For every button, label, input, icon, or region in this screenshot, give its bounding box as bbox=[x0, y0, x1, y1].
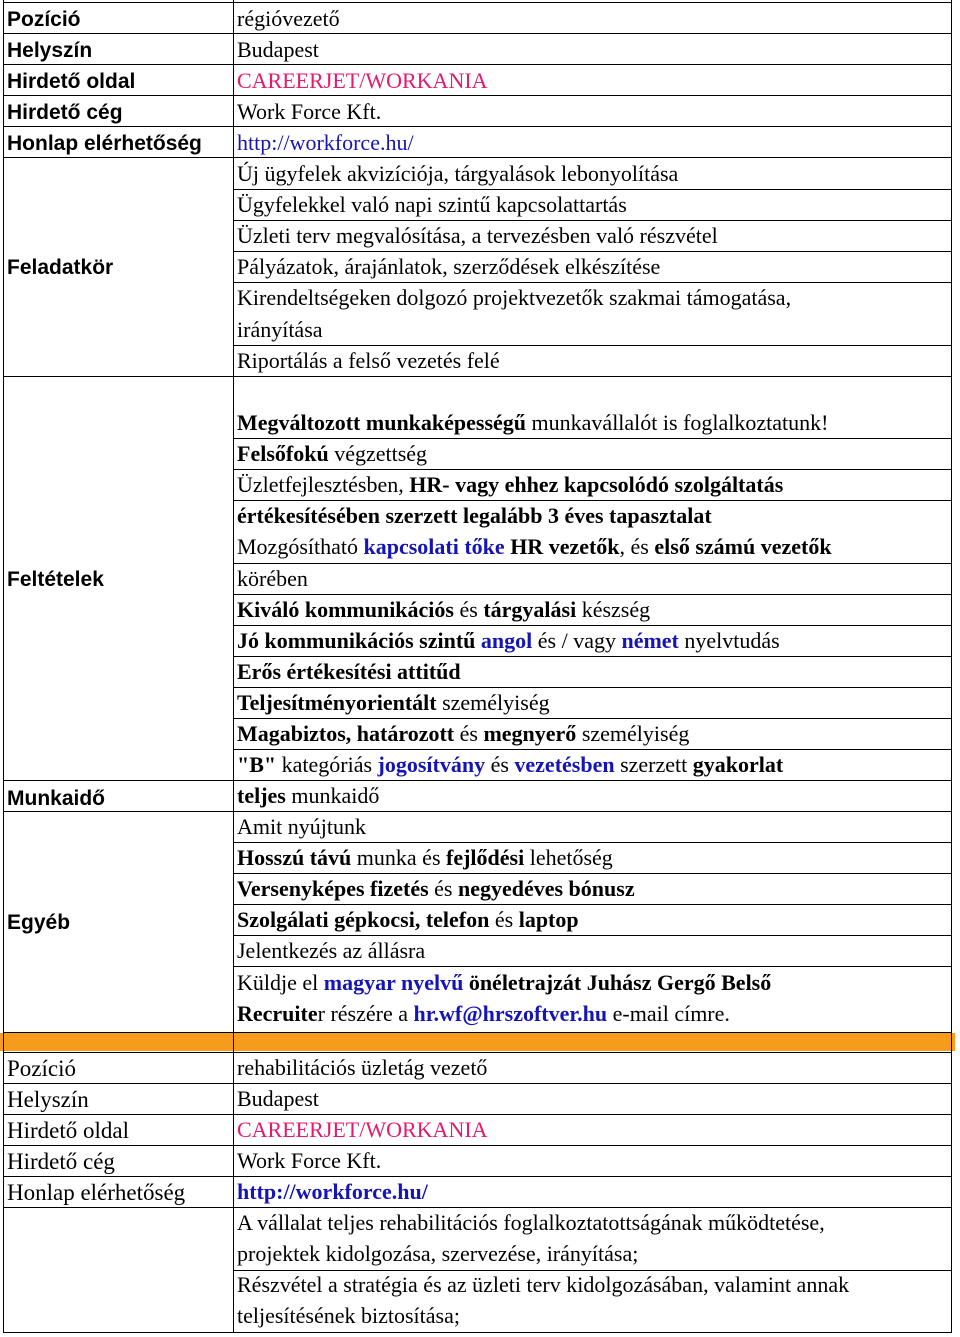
list-item bbox=[237, 718, 952, 749]
text-segment: és bbox=[489, 907, 519, 933]
grid-line bbox=[3, 126, 951, 127]
grid-line bbox=[233, 842, 951, 843]
text-segment: Kiváló kommunikációs bbox=[237, 596, 454, 622]
value-hirdeto-ceg-2: Work Force Kft. bbox=[237, 1148, 382, 1173]
grid-line bbox=[233, 1270, 951, 1271]
list-item bbox=[237, 687, 952, 718]
list-item: Részvétel a stratégia és az üzleti terv kidolgozásában, valamint annak bbox=[237, 1272, 850, 1298]
grid-line bbox=[3, 1145, 951, 1146]
text-segment: Amit nyújtunk bbox=[237, 814, 366, 839]
grid-line bbox=[233, 718, 951, 719]
text-segment: teljes bbox=[237, 783, 286, 808]
text-segment: Küldje el bbox=[237, 969, 324, 995]
grid-line bbox=[3, 2, 951, 3]
text-segment: fejlődési bbox=[446, 845, 525, 871]
list-item bbox=[237, 873, 952, 904]
grid-line bbox=[233, 873, 951, 874]
label-hirdeto-ceg: Hirdető cég bbox=[7, 101, 123, 124]
text-segment: , és bbox=[619, 534, 655, 560]
label-feltetelek: Feltételek bbox=[7, 568, 104, 591]
label-hirdeto-oldal: Hirdető oldal bbox=[7, 70, 136, 93]
text-segment: magyar nyelvű bbox=[323, 969, 464, 995]
grid-line bbox=[3, 64, 951, 65]
text-segment: Erős értékesítési attitűd bbox=[237, 658, 461, 684]
list-item bbox=[237, 500, 952, 531]
text-segment: német bbox=[621, 627, 679, 653]
text-segment: Teljesítményorientált bbox=[237, 689, 437, 715]
text-segment: készség bbox=[576, 596, 651, 622]
label-hirdeto-ceg-2: Hirdető cég bbox=[7, 1149, 115, 1174]
text-segment: Felsőfokú bbox=[237, 441, 329, 467]
text-segment: és bbox=[428, 876, 458, 902]
list-item: teljesítésének biztosítása; bbox=[237, 1303, 460, 1329]
text-segment: jogosítvány bbox=[377, 752, 486, 778]
list-item bbox=[237, 438, 952, 469]
text-segment: munka és bbox=[351, 845, 446, 871]
list-item bbox=[237, 469, 952, 500]
grid-line bbox=[3, 780, 233, 781]
grid-line bbox=[233, 904, 951, 905]
list-item: Üzleti terv megvalósítása, a tervezésben való részvétel bbox=[237, 223, 718, 249]
list-item: irányítása bbox=[237, 316, 323, 342]
value-hirdeto-oldal[interactable]: CAREERJET/WORKANIA bbox=[237, 68, 488, 93]
text-segment: tárgyalási bbox=[483, 596, 577, 622]
text-segment: Recruite bbox=[237, 1000, 318, 1026]
list-item: Ügyfelekkel való napi szintű kapcsolattartás bbox=[237, 192, 627, 218]
grid-line bbox=[233, 563, 951, 564]
text-segment: munkavállalót is foglalkoztatunk! bbox=[526, 410, 829, 435]
list-item bbox=[237, 811, 952, 842]
text-segment: vezetők bbox=[543, 534, 620, 560]
grid-line bbox=[233, 469, 951, 470]
text-segment: kapcsolati tőke bbox=[363, 534, 505, 560]
text-segment: önéletrajzát Juhász Gergő Belső bbox=[463, 969, 772, 995]
text-segment: Megváltozott munkaképességű bbox=[237, 410, 527, 435]
list-item: projektek kidolgozása, szervezése, irányítása; bbox=[237, 1241, 639, 1267]
label-egyeb: Egyéb bbox=[7, 911, 71, 934]
list-item bbox=[237, 407, 952, 438]
text-segment: nyelvtudás bbox=[678, 627, 780, 653]
value-honlap-link-2[interactable]: http://workforce.hu/ bbox=[237, 1179, 428, 1204]
grid-line bbox=[233, 220, 951, 221]
list-item: Kirendeltségeken dolgozó projektvezetők szakmai támogatása, bbox=[237, 285, 792, 311]
label-helyszin-2: Helyszín bbox=[7, 1087, 89, 1112]
text-segment: Jó kommunikációs szintű bbox=[237, 627, 481, 653]
list-item: A vállalat teljes rehabilitációs foglalkoztatottságának működtetése, bbox=[237, 1210, 825, 1235]
text-segment: körében bbox=[237, 565, 308, 591]
value-hirdeto-ceg: Work Force Kft. bbox=[237, 99, 382, 124]
list-item bbox=[237, 594, 952, 625]
list-item bbox=[237, 563, 952, 594]
grid-line bbox=[233, 282, 951, 283]
list-item bbox=[237, 780, 952, 811]
value-helyszin-2: Budapest bbox=[237, 1086, 319, 1111]
grid-line bbox=[233, 251, 951, 252]
text-segment: és bbox=[454, 721, 484, 746]
grid-line bbox=[3, 95, 951, 96]
text-segment: és bbox=[453, 596, 484, 622]
list-item bbox=[237, 656, 952, 687]
text-segment: Jelentkezés az állásra bbox=[237, 938, 426, 964]
text-segment: lehetőség bbox=[524, 845, 613, 871]
text-segment: Hosszú távú bbox=[237, 845, 352, 871]
grid-line bbox=[233, 500, 951, 501]
value-hirdeto-oldal-2[interactable]: CAREERJET/WORKANIA bbox=[237, 1117, 488, 1142]
text-segment: első számú vezetők bbox=[654, 534, 832, 560]
label-honlap: Honlap elérhetőség bbox=[7, 132, 202, 155]
list-item: Új ügyfelek akvizíciója, tárgyalások lebonyolítása bbox=[237, 161, 679, 186]
grid-line bbox=[3, 811, 951, 812]
text-segment: kategóriás bbox=[276, 752, 378, 778]
list-item: Pályázatok, árajánlatok, szerződések elkészítése bbox=[237, 254, 661, 280]
grid-line bbox=[3, 1207, 951, 1208]
grid-line bbox=[951, 0, 952, 1333]
text-segment: személyiség bbox=[436, 689, 550, 715]
label-pozicio-2: Pozíció bbox=[7, 1056, 76, 1081]
grid-line bbox=[3, 376, 951, 377]
text-segment: munkaidő bbox=[285, 783, 380, 808]
text-segment: e-mail címre. bbox=[607, 1000, 730, 1026]
grid-line bbox=[233, 594, 951, 595]
list-item bbox=[237, 967, 952, 998]
grid-line bbox=[233, 438, 951, 439]
text-segment: Magabiztos, határozott bbox=[237, 721, 455, 746]
text-segment: laptop bbox=[518, 907, 579, 933]
list-item bbox=[237, 935, 952, 966]
grid-line bbox=[233, 189, 951, 190]
list-item bbox=[237, 625, 952, 656]
grid-line bbox=[3, 1083, 951, 1084]
text-segment: személyiség bbox=[576, 721, 690, 746]
label-munkaido: Munkaidő bbox=[7, 787, 105, 810]
text-segment: Szolgálati gépkocsi, telefon bbox=[237, 907, 490, 933]
grid-line bbox=[233, 687, 951, 688]
value-honlap-link[interactable]: http://workforce.hu/ bbox=[237, 130, 414, 155]
grid-line bbox=[233, 966, 951, 967]
grid-line bbox=[3, 1032, 951, 1033]
section-divider bbox=[0, 1033, 955, 1051]
text-segment: és bbox=[485, 752, 515, 778]
list-item: Riportálás a felső vezetés felé bbox=[237, 347, 500, 373]
label-feladatkor: Feladatkör bbox=[7, 256, 114, 279]
grid-line bbox=[3, 157, 951, 158]
label-pozicio: Pozíció bbox=[7, 8, 81, 31]
text-segment: HR bbox=[510, 534, 544, 560]
text-segment: hr.wf@hrszoftver.hu bbox=[413, 1000, 608, 1026]
text-segment: Versenyképes fizetés bbox=[237, 876, 429, 902]
text-segment: Üzletfejlesztésben, bbox=[237, 472, 410, 498]
text-segment: szerzett bbox=[614, 752, 693, 778]
value-helyszin: Budapest bbox=[237, 37, 319, 62]
text-segment: Mozgósítható bbox=[237, 534, 364, 560]
grid-line bbox=[3, 1176, 951, 1177]
text-segment: negyedéves bónusz bbox=[457, 876, 635, 902]
text-segment: megnyerő bbox=[483, 721, 577, 746]
list-item bbox=[237, 531, 952, 562]
list-item bbox=[237, 749, 952, 780]
text-segment: vezetésben bbox=[514, 752, 615, 778]
grid-line bbox=[3, 1114, 951, 1115]
text-segment: r részére a bbox=[317, 1000, 414, 1026]
value-pozicio: régióvezető bbox=[237, 6, 340, 31]
grid-line bbox=[233, 935, 951, 936]
text-segment: gyakorlat bbox=[692, 752, 784, 778]
grid-line bbox=[233, 780, 951, 781]
grid-line bbox=[233, 0, 234, 1333]
text-segment: HR- vagy ehhez kapcsolódó szolgáltatás bbox=[409, 472, 784, 498]
list-item bbox=[237, 904, 952, 935]
label-hirdeto-oldal-2: Hirdető oldal bbox=[7, 1118, 129, 1143]
list-item bbox=[237, 998, 952, 1029]
grid-line bbox=[3, 1332, 951, 1333]
list-item bbox=[237, 842, 952, 873]
grid-line bbox=[3, 1052, 951, 1053]
text-segment: értékesítésében szerzett legalább 3 éves tapasztalat bbox=[237, 503, 712, 529]
label-helyszin: Helyszín bbox=[7, 39, 93, 62]
grid-line bbox=[233, 656, 951, 657]
text-segment: és / vagy bbox=[532, 627, 622, 653]
text-segment: "B" bbox=[237, 752, 277, 778]
grid-line bbox=[233, 345, 951, 346]
grid-line bbox=[233, 749, 951, 750]
value-pozicio-2: rehabilitációs üzletág vezető bbox=[237, 1055, 488, 1080]
grid-line bbox=[233, 625, 951, 626]
label-honlap-2: Honlap elérhetőség bbox=[7, 1180, 186, 1205]
grid-line bbox=[3, 33, 951, 34]
grid-line bbox=[3, 0, 4, 1333]
text-segment: angol bbox=[480, 627, 533, 653]
text-segment: végzettség bbox=[328, 441, 428, 467]
